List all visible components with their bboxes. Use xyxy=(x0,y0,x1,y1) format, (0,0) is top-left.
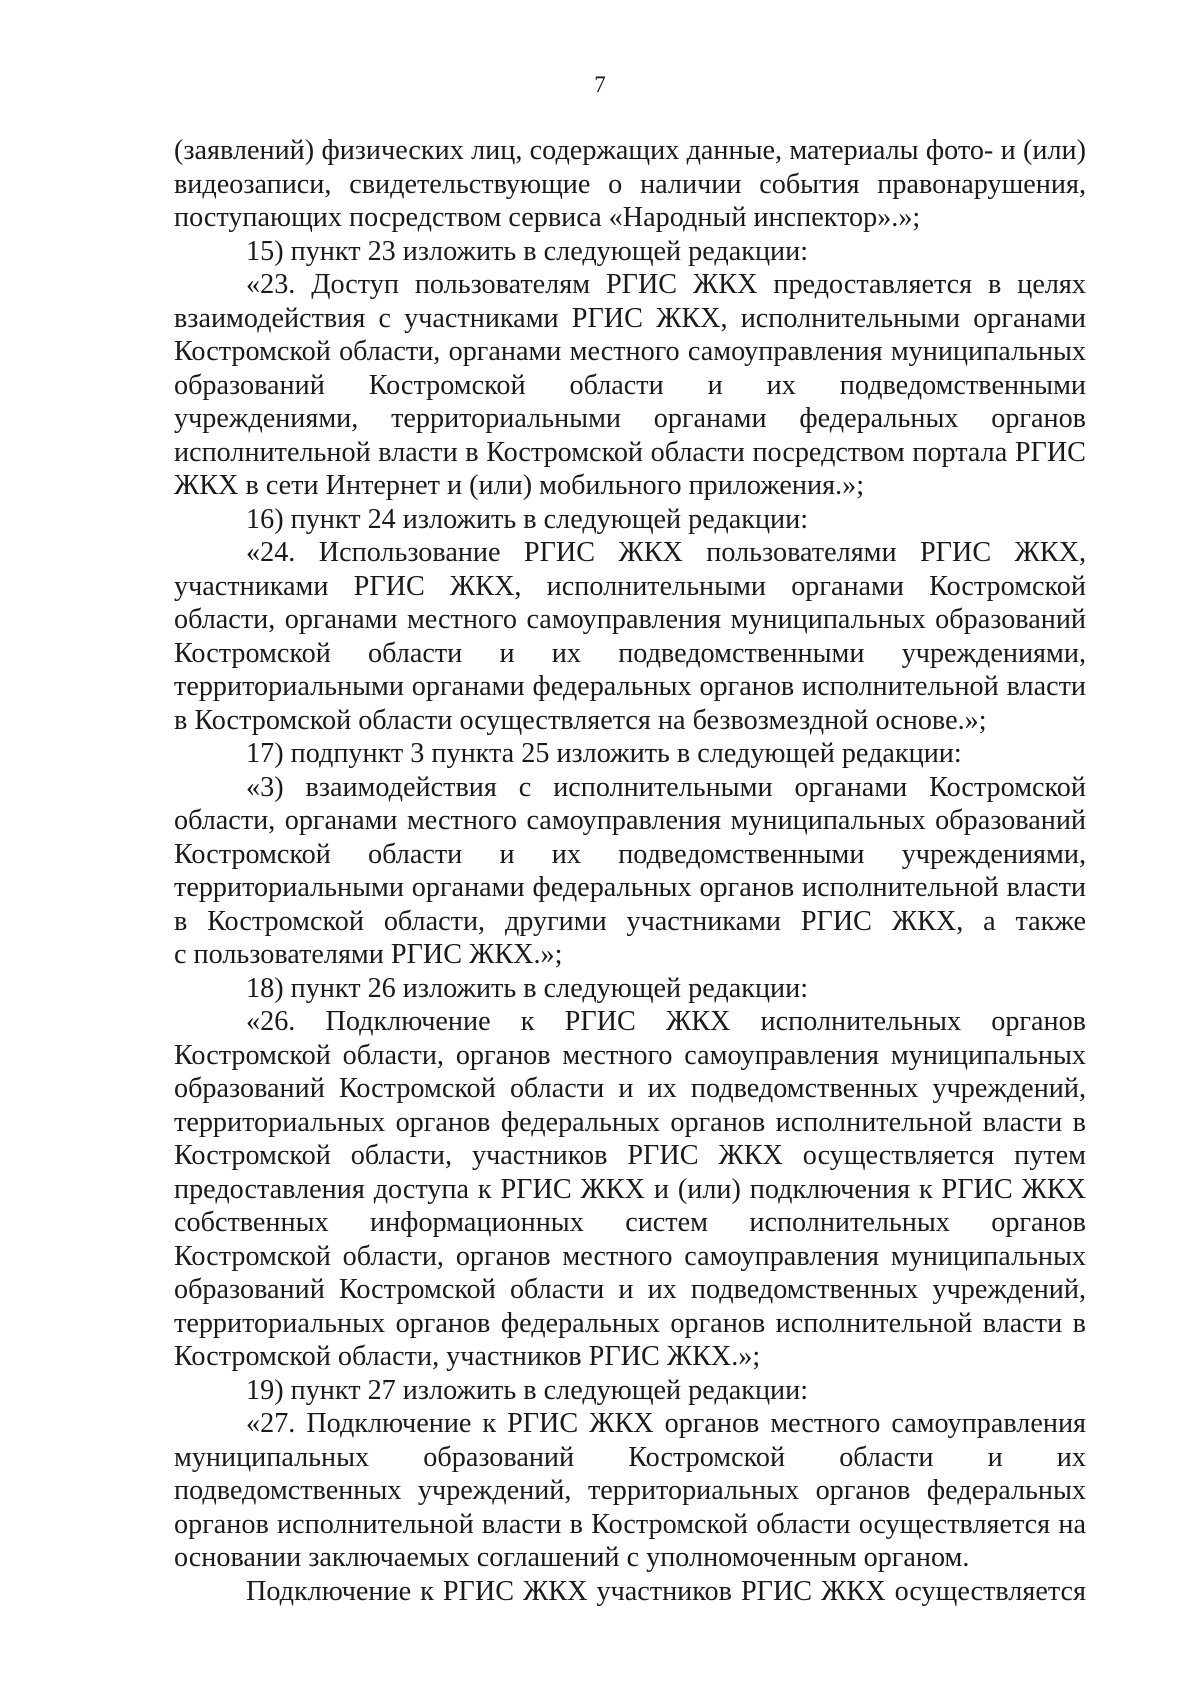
text-line: исполнительной власти в Костромской области посредством портала РГИС xyxy=(174,436,1086,468)
page-number: 7 xyxy=(594,72,606,97)
text-line: Костромской области, органов местного самоуправления муниципальных xyxy=(174,1240,1086,1272)
text-line: 17) подпункт 3 пункта 25 изложить в следующей редакции: xyxy=(246,738,962,769)
text-line: Костромской области, органов местного самоуправления муниципальных xyxy=(174,1039,1086,1071)
text-line: с пользователями РГИС ЖКХ.»; xyxy=(174,939,563,970)
text-line: Костромской области и их подведомственными учреждениями, xyxy=(174,637,1086,669)
text-line: Костромской области и их подведомственными учреждениями, xyxy=(174,838,1086,870)
text-line: 15) пункт 23 изложить в следующей редакции: xyxy=(246,235,809,267)
text-line: (заявлений) физических лиц, содержащих данные, материалы фото- и (или) xyxy=(174,135,1086,166)
text-line: в Костромской области осуществляется на безвозмездной основе.»; xyxy=(174,704,987,736)
text-line: собственных информационных систем исполнительных органов xyxy=(174,1207,1086,1238)
text-line: «3) взаимодействия с исполнительными органами Костромской xyxy=(246,771,1086,803)
text-line: «27. Подключение к РГИС ЖКХ органов местного самоуправления xyxy=(246,1408,1086,1439)
text-line: органов исполнительной власти в Костромской области осуществляется на xyxy=(174,1508,1086,1540)
text-line: видеозаписи, свидетельствующие о наличии события правонарушения, xyxy=(174,168,1086,200)
text-line: 19) пункт 27 изложить в следующей редакции: xyxy=(246,1374,809,1406)
text-line: ЖКХ в сети Интернет и (или) мобильного приложения.»; xyxy=(174,470,865,501)
text-line: муниципальных образований Костромской области и их xyxy=(174,1441,1086,1473)
text-line: 18) пункт 26 изложить в следующей редакции: xyxy=(246,972,809,1004)
text-line: 16) пункт 24 изложить в следующей редакции: xyxy=(246,503,809,535)
text-line: предоставления доступа к РГИС ЖКХ и (или) подключения к РГИС ЖКХ xyxy=(174,1173,1086,1205)
text-line: Костромской области, участников РГИС ЖКХ осуществляется путем xyxy=(174,1140,1086,1171)
text-line: территориальных органов федеральных органов исполнительной власти в xyxy=(174,1106,1086,1138)
text-line: территориальных органов федеральных органов исполнительной власти в xyxy=(174,1307,1086,1339)
text-line: Подключение к РГИС ЖКХ участников РГИС ЖКХ осуществляется xyxy=(246,1575,1086,1607)
text-line: «26. Подключение к РГИС ЖКХ исполнительных органов xyxy=(246,1006,1086,1037)
text-line: образований Костромской области и их подведомственными xyxy=(174,369,1086,401)
text-line: «24. Использование РГИС ЖКХ пользователями РГИС ЖКХ, xyxy=(246,537,1086,568)
text-line: «23. Доступ пользователям РГИС ЖКХ предоставляется в целях xyxy=(246,269,1086,300)
text-line: подведомственных учреждений, территориальных органов федеральных xyxy=(174,1475,1086,1506)
text-line: Костромской области, участников РГИС ЖКХ.»; xyxy=(174,1341,761,1372)
text-line: области, органами местного самоуправления муниципальных образований xyxy=(174,604,1086,635)
text-line: поступающих посредством сервиса «Народный инспектор».»; xyxy=(174,202,921,233)
text-line: основании заключаемых соглашений с уполномоченным органом. xyxy=(174,1542,970,1573)
text-line: Костромской области, органами местного самоуправления муниципальных xyxy=(174,336,1086,367)
text-line: области, органами местного самоуправления муниципальных образований xyxy=(174,805,1086,836)
text-line: учреждениями, территориальными органами федеральных органов xyxy=(174,403,1086,434)
text-line: территориальными органами федеральных органов исполнительной власти xyxy=(174,671,1086,702)
text-line: участниками РГИС ЖКХ, исполнительными органами Костромской xyxy=(174,570,1086,602)
text-line: в Костромской области, другими участниками РГИС ЖКХ, а также xyxy=(174,905,1086,937)
document-body xyxy=(174,134,1086,1608)
text-line: территориальными органами федеральных органов исполнительной власти xyxy=(174,872,1086,903)
text-line: образований Костромской области и их подведомственных учреждений, xyxy=(174,1274,1086,1305)
text-line: взаимодействия с участниками РГИС ЖКХ, исполнительными органами xyxy=(174,302,1086,334)
text-line: образований Костромской области и их подведомственных учреждений, xyxy=(174,1073,1086,1104)
